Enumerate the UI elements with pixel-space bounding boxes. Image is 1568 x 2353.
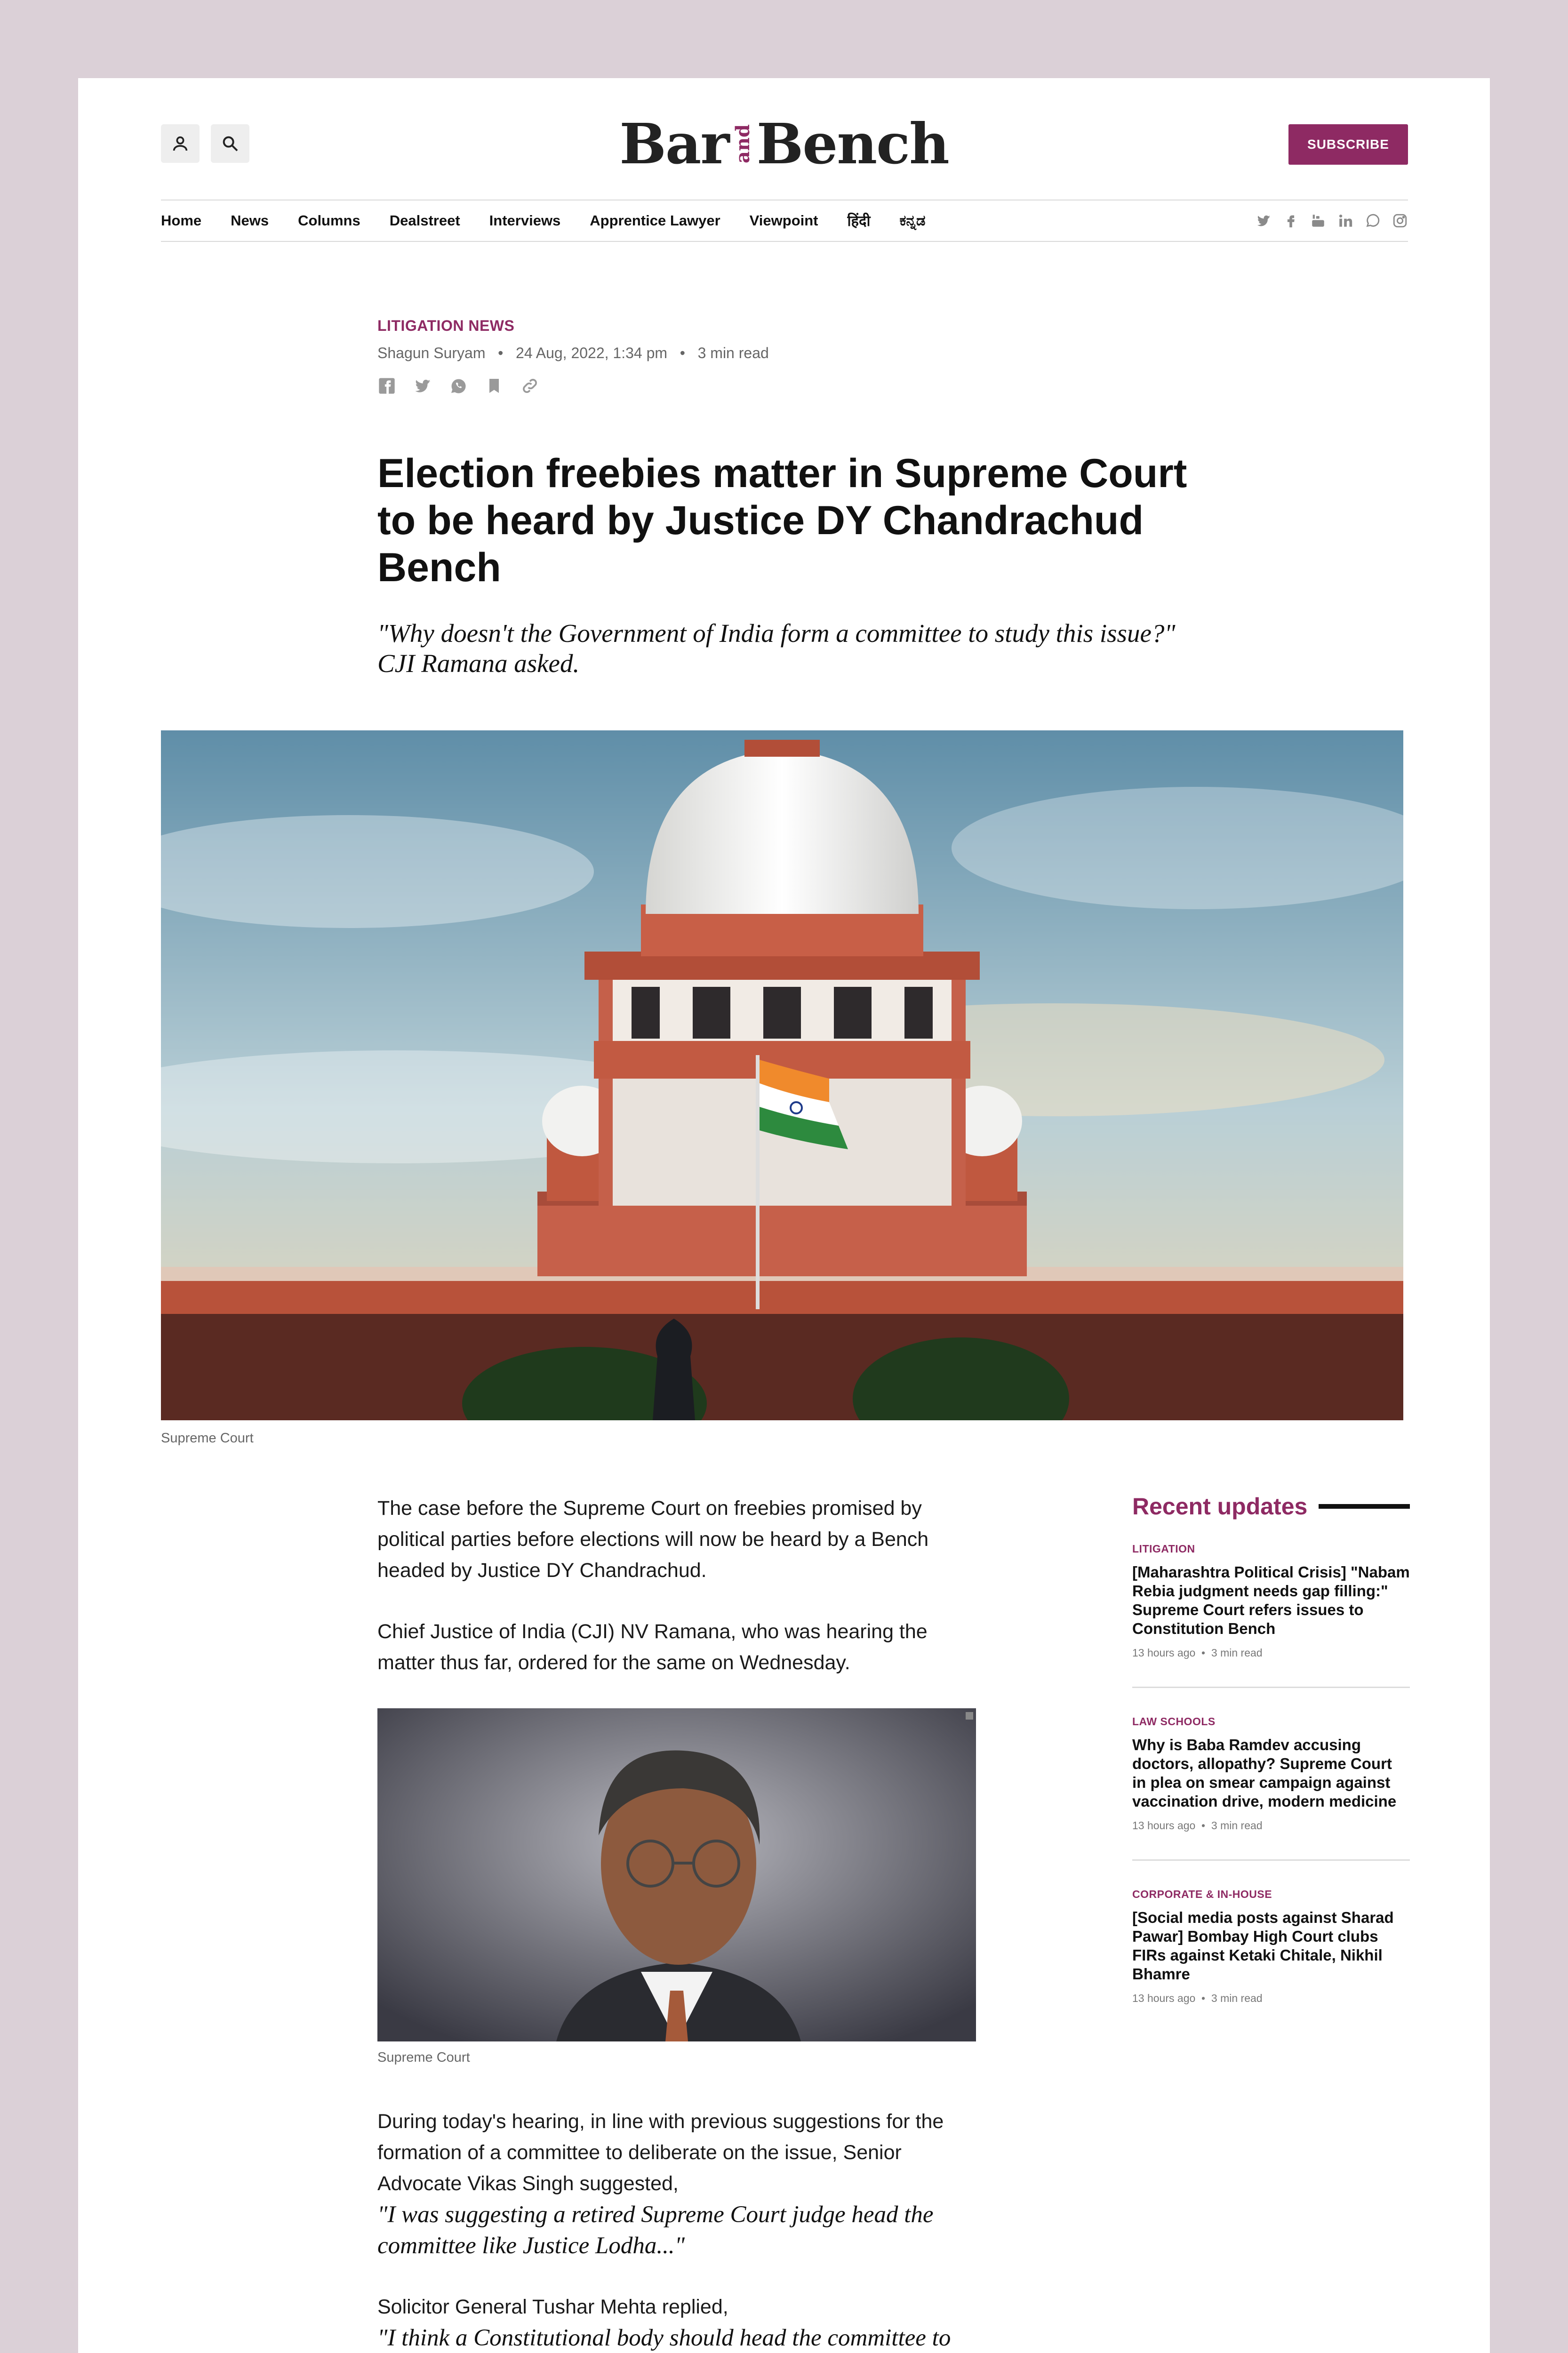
sidebar-rule xyxy=(1319,1504,1410,1509)
whatsapp-icon[interactable] xyxy=(1365,213,1381,229)
body-paragraph xyxy=(377,2106,984,2261)
article-category[interactable]: LITIGATION NEWS xyxy=(377,317,515,334)
nav-item[interactable]: Columns xyxy=(298,212,360,229)
sidebar-story-meta: 13 hours ago • 3 min read xyxy=(1132,1647,1263,1659)
story-time: 13 hours ago xyxy=(1132,1992,1196,2004)
read-time: 3 min read xyxy=(697,344,769,361)
inline-caption: Supreme Court xyxy=(377,2050,470,2065)
twitter-icon[interactable] xyxy=(1256,213,1272,229)
sidebar-story-headline[interactable]: [Social media posts against Sharad Pawar] Bombay High Court clubs FIRs against Ketaki Chitale, Nikhil Bhamre xyxy=(1132,1909,1394,1983)
sidebar-story-headline[interactable]: Why is Baba Ramdev accusing doctors, allopathy? Supreme Court in plea on smear campaign against vaccination drive, modern medicine xyxy=(1132,1736,1397,1810)
logo-and: and xyxy=(731,124,754,163)
story-time: 13 hours ago xyxy=(1132,1647,1196,1659)
sidebar-story-headline[interactable]: [Maharashtra Political Crisis] "Nabam Rebia judgment needs gap filling:" Supreme Court refers issues to Constitution Bench xyxy=(1132,1563,1410,1637)
paragraph-text: Solicitor General Tushar Mehta replied, xyxy=(377,2296,728,2318)
user-icon xyxy=(171,134,190,153)
story-read-time: 3 min read xyxy=(1211,1819,1263,1832)
sidebar-story-meta: 13 hours ago • 3 min read xyxy=(1132,1819,1263,1832)
article-meta: Shagun Suryam • 24 Aug, 2022, 1:34 pm • 3 min read xyxy=(377,344,769,361)
logo-bar: Bar xyxy=(619,111,729,176)
author-name[interactable]: Shagun Suryam xyxy=(377,344,486,361)
search-button[interactable] xyxy=(211,124,249,163)
linkedin-icon[interactable] xyxy=(1337,213,1353,229)
inline-figure xyxy=(377,1708,984,2065)
twitter-icon[interactable] xyxy=(413,376,432,395)
sidebar-header xyxy=(1132,1493,1410,1520)
facebook-icon[interactable] xyxy=(1283,213,1299,229)
publish-date: 24 Aug, 2022, 1:34 pm xyxy=(516,344,668,361)
search-icon xyxy=(221,134,240,153)
sidebar-story-category[interactable]: LITIGATION xyxy=(1132,1543,1195,1555)
article-deck: "Why doesn't the Government of India form a committee to study this issue?" CJI Ramana asked. xyxy=(377,619,1176,678)
body-paragraph xyxy=(377,1616,984,1678)
link-icon[interactable] xyxy=(520,376,539,395)
nav-item[interactable]: हिंदी xyxy=(847,213,871,229)
nav-item[interactable]: Interviews xyxy=(489,212,561,229)
inline-image xyxy=(377,1708,976,2041)
nav-item[interactable]: ಕನ್ನಡ xyxy=(899,212,926,229)
story-read-time: 3 min read xyxy=(1211,1992,1263,2004)
facebook-icon[interactable] xyxy=(377,376,396,395)
social-links xyxy=(1256,213,1408,229)
sidebar-story-category[interactable]: LAW SCHOOLS xyxy=(1132,1715,1216,1728)
paragraph-text: Chief Justice of India (CJI) NV Ramana, who was hearing the matter thus far, ordered for the same on Wednesday. xyxy=(377,1620,928,1674)
subscribe-button[interactable]: SUBSCRIBE xyxy=(1288,124,1408,165)
article-body xyxy=(377,1493,984,2353)
instagram-icon[interactable] xyxy=(1392,213,1408,229)
sidebar-story[interactable] xyxy=(1132,1888,1410,2032)
nav-item[interactable]: Apprentice Lawyer xyxy=(590,212,720,229)
bookmark-icon[interactable] xyxy=(485,376,504,395)
nav-item[interactable]: Viewpoint xyxy=(749,212,818,229)
paragraph-text: The case before the Supreme Court on freebies promised by political parties before elections will now be heard by a Bench headed by Justice DY Chandrachud. xyxy=(377,1497,929,1582)
paragraph-text: During today's hearing, in line with previous suggestions for the formation of a committee to deliberate on the issue, Senior Advocate Vikas Singh suggested, xyxy=(377,2110,944,2195)
logo-bench: Bench xyxy=(756,111,949,176)
share-bar xyxy=(377,376,539,395)
nav-item[interactable]: News xyxy=(231,212,269,229)
site-logo[interactable] xyxy=(619,108,949,179)
user-button[interactable] xyxy=(161,124,200,163)
sidebar-story-meta: 13 hours ago • 3 min read xyxy=(1132,1992,1263,2004)
paragraphs-before xyxy=(377,1493,984,1678)
sidebar-title: Recent updates xyxy=(1132,1493,1308,1520)
main-nav xyxy=(161,200,1408,242)
hero-image xyxy=(161,730,1403,1420)
whatsapp-icon[interactable] xyxy=(449,376,468,395)
story-time: 13 hours ago xyxy=(1132,1819,1196,1832)
page xyxy=(78,78,1490,2353)
youtube-icon[interactable] xyxy=(1310,213,1326,229)
nav-items xyxy=(161,211,926,231)
body-paragraph xyxy=(377,2291,984,2353)
sidebar-list xyxy=(1132,1543,1410,2032)
story-read-time: 3 min read xyxy=(1211,1647,1263,1659)
nav-item[interactable]: Home xyxy=(161,212,202,229)
hero-caption: Supreme Court xyxy=(161,1431,254,1446)
sidebar-story[interactable] xyxy=(1132,1715,1410,1861)
nav-item[interactable]: Dealstreet xyxy=(389,212,460,229)
sidebar-story-category[interactable]: CORPORATE & IN-HOUSE xyxy=(1132,1888,1272,1900)
body-paragraph xyxy=(377,1493,984,1586)
article-headline: Election freebies matter in Supreme Court to be heard by Justice DY Chandrachud Bench xyxy=(377,451,1187,590)
recent-updates-sidebar xyxy=(1132,1493,1410,2059)
paragraph-quote: "I think a Constitutional body should head the committee to xyxy=(377,2325,951,2351)
paragraph-quote: "I was suggesting a retired Supreme Court judge head the committee like Justice Lodha..." xyxy=(377,2201,934,2259)
paragraphs-after xyxy=(377,2106,984,2353)
sidebar-story[interactable] xyxy=(1132,1543,1410,1688)
